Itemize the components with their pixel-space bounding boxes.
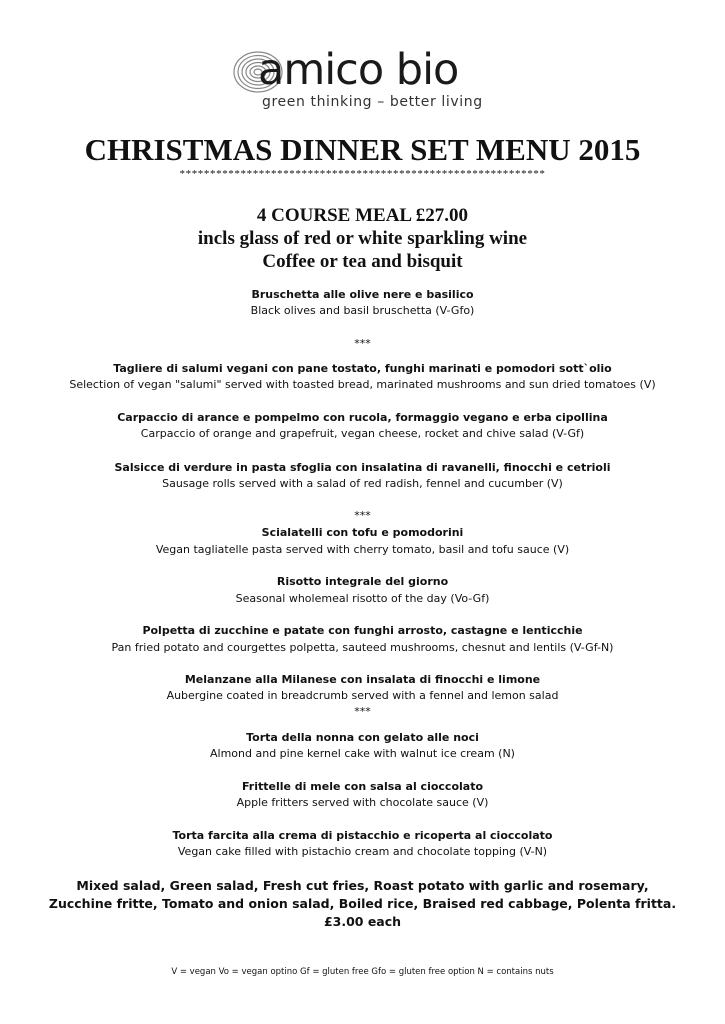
dish-italian: Risotto integrale del giorno <box>276 575 449 588</box>
course-separator: *** <box>354 705 371 718</box>
dish-italian: Carpaccio di arance e pompelmo con rucola, formaggio vegano e erba cipollina <box>117 411 608 424</box>
sides-line-1: Mixed salad, Green salad, Fresh cut fries, Roast potato with garlic and rosemary, <box>76 878 649 893</box>
course-separator: *** <box>354 509 371 522</box>
course-price: 4 COURSE MEAL £27.00 <box>256 205 469 226</box>
dish-english: Aubergine coated in breadcrumb served with a fennel and lemon salad <box>166 689 559 702</box>
sides-line-2: Zucchine fritte, Tomato and onion salad, Boiled rice, Braised red cabbage, Polenta fritta. <box>48 896 677 911</box>
amico-bio-logo <box>232 40 492 112</box>
dish-italian: Scialatelli con tofu e pomodorini <box>261 526 464 539</box>
dish-english: Black olives and basil bruschetta (V-Gfo) <box>250 304 475 317</box>
dish-italian: Bruschetta alle olive nere e basilico <box>251 288 474 301</box>
dish-italian: Melanzane alla Milanese con insalata di finocchi e limone <box>184 673 541 686</box>
dish-english: Sausage rolls served with a salad of red radish, fennel and cucumber (V) <box>162 477 563 490</box>
page-title: CHRISTMAS DINNER SET MENU 2015 <box>84 132 641 167</box>
dish-english: Carpaccio of orange and grapefruit, vegan cheese, rocket and chive salad (V-Gf) <box>140 427 585 440</box>
dish-english: Almond and pine kernel cake with walnut ice cream (N) <box>210 747 515 760</box>
logo-name: amico bio <box>258 45 459 95</box>
dish-italian: Polpetta di zucchine e patate con funghi arrosto, castagne e lenticchie <box>142 624 583 637</box>
course-coffee: Coffee or tea and bisquit <box>262 251 463 272</box>
dish-english: Pan fried potato and courgettes polpetta, sauteed mushrooms, chesnut and lentils (V-Gf-N) <box>111 641 614 654</box>
dish-italian: Frittelle di mele con salsa al cioccolato <box>241 780 484 793</box>
dish-english: Vegan cake filled with pistachio cream and chocolate topping (V-N) <box>177 845 548 858</box>
dish-italian: Torta della nonna con gelato alle noci <box>246 731 479 744</box>
dish-english: Vegan tagliatelle pasta served with cherry tomato, basil and tofu sauce (V) <box>155 543 570 556</box>
dish-english: Selection of vegan "salumi" served with toasted bread, marinated mushrooms and sun dried tomatoes (V) <box>69 378 656 391</box>
dish-italian: Tagliere di salumi vegani con pane tostato, funghi marinati e pomodori sott`olio <box>113 362 612 375</box>
course-wine: incls glass of red or white sparkling wine <box>197 228 528 249</box>
logo-tagline: green thinking – better living <box>262 94 483 110</box>
dish-italian: Torta farcita alla crema di pistacchio e ricoperta al cioccolato <box>172 829 553 842</box>
title-divider: ************************************************************ <box>179 168 546 180</box>
course-separator: *** <box>354 337 371 350</box>
dish-english: Seasonal wholemeal risotto of the day (Vo-Gf) <box>235 592 490 605</box>
sides-price: £3.00 each <box>323 914 402 929</box>
dish-english: Apple fritters served with chocolate sauce (V) <box>236 796 489 809</box>
dish-italian: Salsicce di verdure in pasta sfoglia con insalatina di ravanelli, finocchi e cetrioli <box>114 461 611 474</box>
dietary-legend: V = vegan Vo = vegan optino Gf = gluten free Gfo = gluten free option N = contains nuts <box>171 967 554 977</box>
